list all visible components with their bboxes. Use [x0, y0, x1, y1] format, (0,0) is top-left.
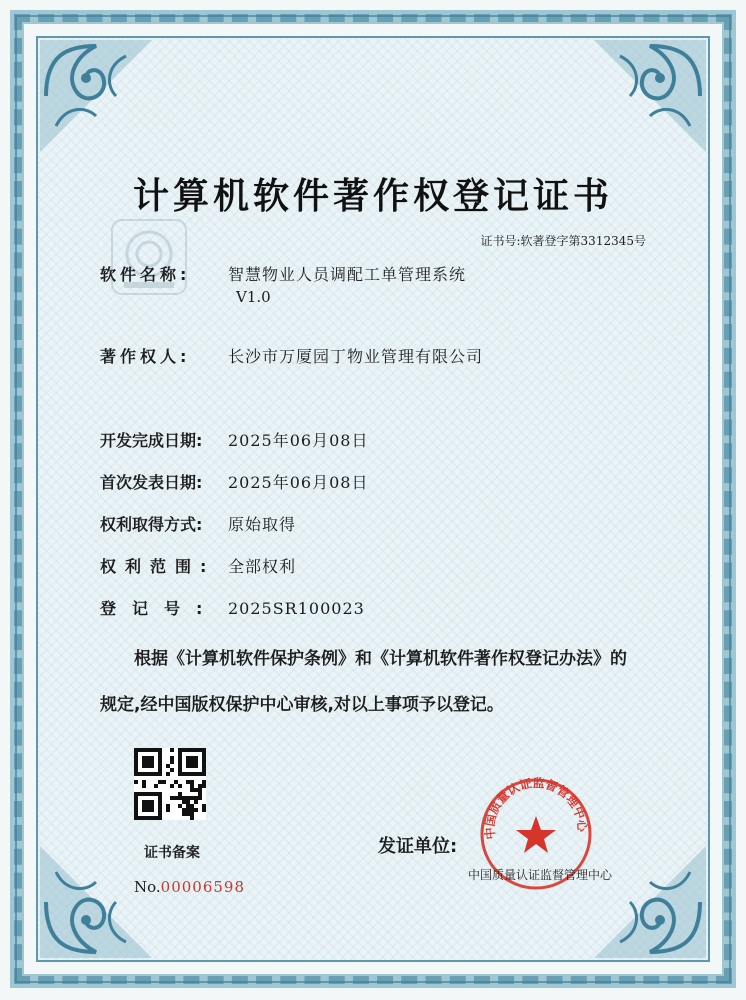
certificate-title: 计算机软件著作权登记证书: [132, 176, 613, 217]
pub-date-label: 首次发表日期:: [100, 473, 203, 492]
issuer-label: 发证单位:: [378, 836, 458, 857]
owner-row: [100, 344, 483, 367]
serial-prefix: No.: [134, 878, 161, 896]
dev-date-value: 2025年06月08日: [228, 431, 369, 450]
acquire-value: 原始取得: [228, 515, 297, 534]
certificate-number: 证书号:软著登字第3312345号: [480, 234, 646, 248]
scope-label: 权利范围:: [100, 557, 216, 576]
pub-date-row: [100, 470, 368, 493]
dev-date-label: 开发完成日期:: [100, 431, 203, 450]
dev-date-row: [100, 428, 368, 451]
owner-label: 著作权人:: [100, 347, 191, 366]
corner-ornament-icon: [590, 36, 710, 156]
corner-ornament-icon: [36, 36, 156, 156]
qr-label: 证书备案: [144, 845, 200, 861]
owner-value: 长沙市万厦园丁物业管理有限公司: [228, 347, 484, 366]
software-version: V1.0: [236, 288, 271, 306]
scope-row: [100, 554, 296, 577]
statement-line-1: 根据《计算机软件保护条例》和《计算机软件著作权登记办法》的: [134, 649, 627, 669]
serial-number: [134, 878, 245, 896]
reg-value: 2025SR100023: [228, 599, 365, 618]
acquire-row: [100, 512, 296, 535]
pub-date-value: 2025年06月08日: [228, 473, 369, 492]
qr-code-icon: [134, 748, 206, 820]
reg-label: 登记号:: [100, 599, 219, 618]
corner-ornament-icon: [590, 842, 710, 962]
software-name-value: 智慧物业人员调配工单管理系统: [228, 265, 467, 284]
issuer-name: 中国质量认证监督管理中心: [468, 868, 613, 882]
scope-value: 全部权利: [228, 557, 297, 576]
reg-row: [100, 596, 365, 619]
serial-number-value: 00006598: [160, 878, 246, 896]
software-name-label: 软件名称:: [100, 265, 191, 284]
software-name-row: [100, 262, 466, 285]
acquire-label: 权利取得方式:: [100, 515, 203, 534]
statement-line-2: 规定,经中国版权保护中心审核,对以上事项予以登记。: [100, 695, 504, 715]
seal-text: 中国质量认证监督管理中心: [482, 776, 590, 841]
